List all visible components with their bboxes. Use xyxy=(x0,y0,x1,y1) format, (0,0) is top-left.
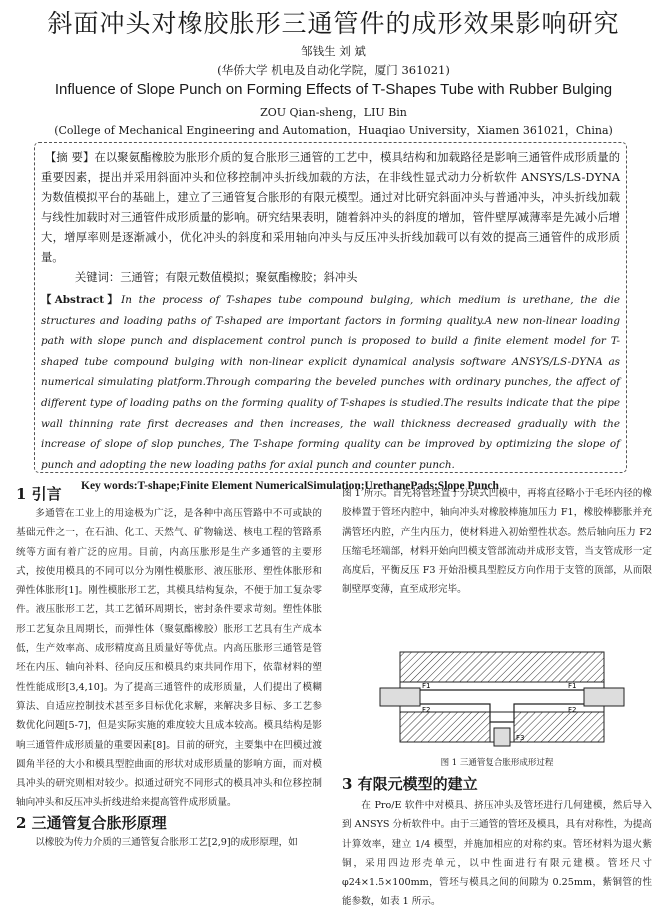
abstract-label-en: 【Abstract】 xyxy=(41,294,122,306)
force-label-f2-right: F2 xyxy=(568,706,577,714)
abstract-label-zh: 【摘 要】 xyxy=(45,151,95,164)
authors: 邹钱生 刘 斌 xyxy=(301,44,366,58)
section-1-heading: 1 引言 xyxy=(16,485,62,503)
section-2-heading: 2 三通管复合胀形原理 xyxy=(16,813,167,832)
counter-punch xyxy=(494,728,510,746)
right-column xyxy=(342,484,652,600)
paper-title-english: Influence of Slope Punch on Forming Effects of T-Shapes Tube with Rubber Bulging xyxy=(54,81,613,98)
keywords-chinese: 关键词：三通管；有限元数值模拟；聚氨酯橡胶；斜冲头 xyxy=(75,271,358,284)
section-3-body xyxy=(342,796,652,912)
lower-right-die-block xyxy=(514,712,604,742)
force-label-f1-left: F1 xyxy=(422,682,431,690)
affiliation: (华侨大学 机电及自动化学院，厦门 361021) xyxy=(217,63,450,77)
section-3-paragraph: 在 Pro/E 软件中对模具、挤压冲头及管坯进行几何建模，然后导入到 ANSYS 分析软件中。由于三通管的管坯及模具，具有对称性，为提高计算效率，建立 1/4 模型，并施加相应的对称约束。管坯材料为退火紫铜，采用四边形壳单元，以中性面进行有限元建模。管坯尺寸 φ24×1.5×100mm，管坯与模具之间的间隙为 0.25mm，紫铜管的性能参数，如表 1 所示。 xyxy=(342,800,652,908)
authors-english: ZOU Qian-sheng，LIU Bin xyxy=(260,106,407,119)
section-1-paragraph: 多通管在工业上的用途极为广泛，是各种中高压管路中不可或缺的基础元件之一，在石油、化工、天然气、矿物输送、核电工程的管路系统等方面有着广泛的应用。目前，内高压胀形是生产多通管的主要形式，按使用模具的不同可以分为刚性模胀形、液压胀形、塑性体胀形和弹性体胀形[1]。刚性模胀形工艺，其模具结构复杂，不便于加工复杂零件。液压胀形工艺，其工艺循环周期长，密封条件要求苛刻。塑性体胀形工艺复杂且周期长，而弹性体（聚氨酯橡胶）胀形工艺具有生产成本低，生产效率高、成形精度高且质量好等优点。内高压胀形三通管是管坯在内压、轴向补料、径向反压和模具约束共同作用下，依靠材料的塑性性能成形[3,4,10]。为了提高三通管件的成形质量，人们提出了模糊算法、自适应控制技术甚至多目标优化求解，来解决多目标、多工艺参数优化问题[5-7]，但是实际实施的难度较大且成本较高。模具结构是影响三通管件成形质量的重要因素[8]。目前的研究，主要集中在凹模过渡圆角半径的大小和模具型腔曲面的形状对成形质量的影响方面，而对模具冲头的研究则相对较少。拟通过研究不同形式的模具冲头和位移控制轴向冲头和反压冲头折线进给来提高管件成形质量。 xyxy=(16,508,322,809)
section-3-heading: 3 有限元模型的建立 xyxy=(342,775,478,793)
figure-1-caption: 图 1 三通管复合胀形成形过程 xyxy=(440,758,554,768)
abstract-text-zh: 在以聚氨酯橡胶为胀形介质的复合胀形三通管的工艺中，模具结构和加载路径是影响三通管件成形质量的重要因素，提出并采用斜面冲头和位移控制冲头折线加载的方法，在非线性显式动力分析软件 ANSYS/LS-DYNA 为数值模拟平台的基础上，建立了三通管复合胀形的有限元模型。通过对比研究斜面冲头与普通冲头，冲头折线加载与线性加载时对三通管件成形质量的影响。研究结果表明，随着斜冲头的斜度的增加，管件壁厚减薄率是先减小后增大，增厚率则是逐渐减小，优化冲头的斜度和采用轴向冲头与反压冲头折线加载可以有效的提高三通管件的成形质量。 xyxy=(41,151,620,264)
abstract-text-en: In the process of T-shapes tube compound bulging, which medium is urethane, the die structures and loading paths of T-shaped are important factors in forming quality.A new non-linear loading path with slope punch and displacement control punch is proposed to build a finite element model for T-shaped tube compound bulging with non-linear explicit dynamical analysis software ANSYS/LS-DYNA as numerical simulating platform.Through comparing the beveled punches with ordinary punches, the affect of different type of loading paths on the forming quality of T-shapes is studied.The results indicate that the pipe wall thinning rate first decreases and then increases, the wall thickness decreased gradually with the increase of slope of slop punches, The T-shape forming quality can be improved by optimizing the slope of punch and adopting the new loading paths for axial punch and counter punch. xyxy=(41,294,620,471)
right-axial-punch xyxy=(584,688,624,706)
lower-left-die-block xyxy=(400,712,490,742)
abstract-chinese xyxy=(41,148,620,268)
left-column xyxy=(16,484,322,852)
left-axial-punch xyxy=(380,688,420,706)
right-column-paragraph: 图 1 所示。首先将管坯置于分块式凹模中，再将直径略小于毛坯内径的橡胶棒置于管坯内腔中，轴向冲头对橡胶棒施加压力 F1，橡胶棒膨胀并充满管坯内腔，产生内压力，使材料进入初始塑性状态。然后轴向压力 F2 压缩毛坯端部，材料开始向凹模支管部流动并成形支管，当支管成形一定高度后，平衡反压 F3 开始沿模具型腔反方向作用于支管的顶部，从而限制壁厚变薄，直至成形完毕。 xyxy=(342,488,652,596)
figure-1-tee-bulging-diagram xyxy=(378,650,626,748)
keywords-english: Key words:T-shape;Finite Element NumericalSimulation;UrethanePads;Slope Punch xyxy=(81,480,499,493)
section-2-paragraph: 以橡胶为传力介质的三通管复合胀形工艺[2,9]的成形原理，如 xyxy=(35,836,298,848)
upper-die-block xyxy=(400,652,604,682)
abstract-box xyxy=(34,142,627,493)
abstract-english xyxy=(41,290,620,475)
paper-title: 斜面冲头对橡胶胀形三通管件的成形效果影响研究 xyxy=(47,9,620,38)
force-label-f3: F3 xyxy=(516,734,525,742)
affiliation-english: (College of Mechanical Engineering and Automation，Huaqiao University，Xiamen 361021，China) xyxy=(54,124,613,137)
force-label-f2-left: F2 xyxy=(422,706,431,714)
force-label-f1-right: F1 xyxy=(568,682,577,690)
